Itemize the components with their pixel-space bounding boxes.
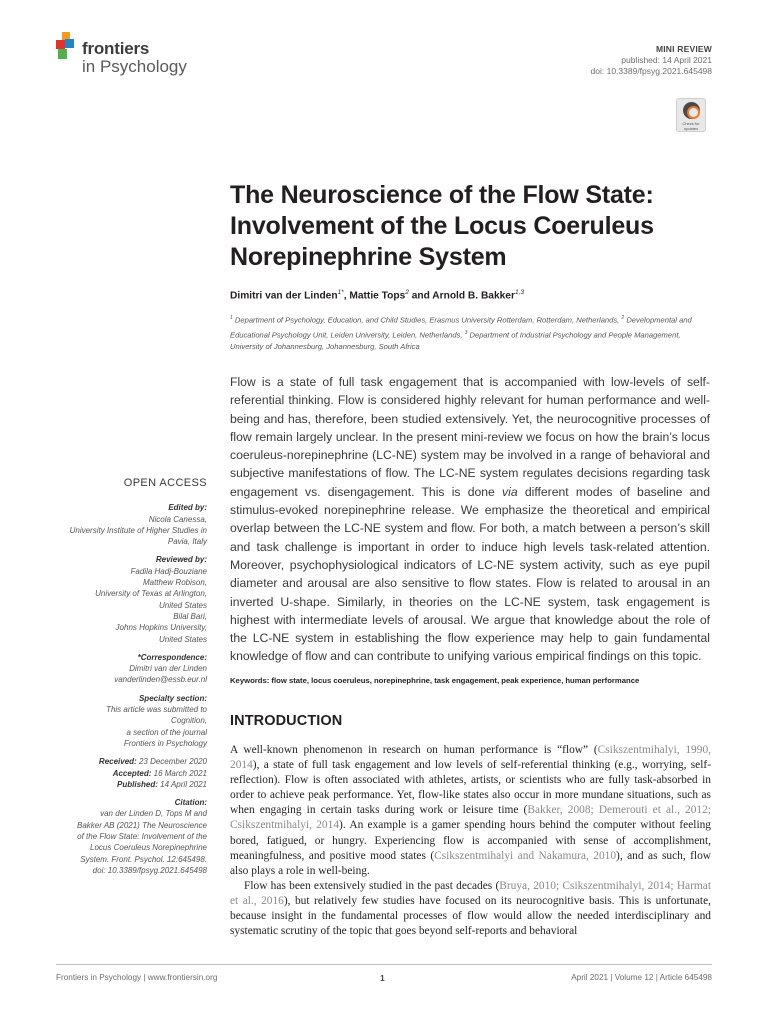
received-date (40, 756, 207, 767)
introduction-heading: INTRODUCTION (230, 713, 343, 729)
p1-text-a: A well-known phenomenon in research on human performance is “flow” ( (230, 744, 598, 756)
editor-name[interactable]: Nicola Canessa, (148, 514, 207, 524)
published-value: 14 April 2021 (160, 779, 207, 789)
correspondence-email[interactable]: vanderlinden@essb.eur.nl (114, 675, 207, 685)
citation-line-4: Locus Coeruleus Norepinephrine (90, 843, 207, 853)
citation-link[interactable]: Bruya, 2010; Csikszentmihalyi, 2014; Harmat et al., 2016 (230, 879, 711, 907)
affil-1: Department of Psychology, Education, and Child Studies, Erasmus University Rotterdam, Rotterdam, Netherlands, (234, 315, 620, 325)
specialty-section (40, 693, 207, 749)
correspondence-section (40, 652, 207, 686)
affil-3-sup: 3 (464, 329, 468, 336)
open-access-label: OPEN ACCESS (123, 477, 207, 489)
citation-link[interactable]: Csikszentmihalyi and Nakamura, 2010 (434, 849, 617, 862)
citation-section (40, 797, 207, 876)
author-1-sup: 1* (337, 289, 344, 296)
affil-2: Developmental and Educational Psychology Unit, Leiden University, Leiden, Netherlands, (230, 315, 692, 340)
article-meta (591, 44, 712, 77)
p1-text-d: ). An example is a gamer spending hours behind the computer without feeling bored, fatigued, or hungry. Experiencing flow is accompanied with sense of accomplishment, meaningfulness, and positive mood states ( (230, 819, 712, 862)
article-type: MINI REVIEW (655, 44, 712, 54)
reviewer-2-affiliation-1: University of Texas at Arlington, (95, 589, 207, 599)
footer-divider (56, 964, 712, 965)
intro-paragraph-1 (230, 743, 711, 879)
frontiers-logo (56, 32, 206, 82)
citation-line-3: of the Flow State: Involvement of the (77, 832, 207, 842)
keywords: Keywords: flow state, locus coeruleus, norepinephrine, task engagement, peak experience, human performance (230, 676, 640, 685)
reviewer-3-affiliation-1: Johns Hopkins University, (115, 623, 207, 633)
abstract-part2: different modes of baseline and stimulus-evoked norepinephrine release. We emphasize the theoretical and empirical overlap between the LC-NE system and flow. For both, a match between a person’s skill and task challenge is important in order to induce high levels task-related attention. Moreover, psychophysiological indicators of LC-NE system activity, such as eye pupil diameter and arousal are also sensitive to flow states. Flow is related to arousal in an inverted U-shape. Similarly, in theories on the LC-NE system, task engagement is highest with intermediate levels of arousal. We argue that knowledge about the role of the LC-NE system in establishing the flow experience may help to gain fundamental knowledge of flow and can contribute to unifying various empirical findings on this topic. (230, 484, 710, 664)
affiliations (230, 312, 700, 353)
logo-line1: frontiers (82, 39, 150, 58)
frontiers-logo-text (82, 40, 187, 75)
p2-text-b: ), but relatively few studies have focused on its neurocognitive basis. This is unfortunate, because insight in the fundamental processes of flow would allow the needed interdisciplinary and systematic scrutiny of the topic that goes beyond self-reports and behavioral (230, 894, 711, 938)
citation-heading: Citation: (174, 798, 207, 808)
abstract-via: via (502, 484, 518, 499)
specialty-line-2: Cognition, (170, 716, 207, 726)
specialty-line-3: a section of the journal (126, 727, 207, 737)
author-3-sup: 1,3 (514, 289, 524, 296)
author-conjunction: and (411, 290, 430, 302)
article-title (230, 180, 700, 273)
accepted-date (40, 768, 207, 779)
author-3[interactable]: Arnold B. Bakker (432, 290, 515, 302)
article-doi[interactable]: doi: 10.3389/fpsyg.2021.645498 (590, 66, 712, 76)
accepted-label: Accepted: (112, 768, 152, 778)
editor-affiliation-1: University Institute of Higher Studies in (69, 525, 207, 535)
footer-issue-info: April 2021 | Volume 12 | Article 645498 (571, 973, 712, 982)
accepted-value: 16 March 2021 (153, 768, 207, 778)
abstract-part1: Flow is a state of full task engagement that is accompanied with low-levels of self-referential thinking. Flow is considered highly relevant for human performance and well-being and has, therefore, been studied extensively. Yet, the neurocognitive processes of flow remain largely unclear. In the present mini-review we focus on how the brain’s locus coeruleus-norepinephrine (LC-NE) system may be involved in a range of behavioral and subjective manifestations of flow. The LC-NE system regulates decisions regarding task engagement vs. disengagement. This is done (230, 375, 710, 499)
intro-paragraph-2 (230, 879, 711, 939)
dates-section (40, 756, 207, 790)
article-info-sidebar (40, 478, 207, 883)
edited-by-section (40, 502, 207, 547)
reviewer-3-affiliation-2: United States (158, 634, 207, 644)
received-value: 23 December 2020 (138, 757, 207, 767)
check-updates-label: Check for updates (682, 121, 700, 131)
footer-journal[interactable]: Frontiers in Psychology | www.frontiersin.org (56, 973, 218, 982)
title-line2: Involvement of the Locus Coeruleus (230, 212, 654, 240)
specialty-line-4: Frontiers in Psychology (123, 738, 207, 748)
reviewed-by-section (40, 554, 207, 644)
introduction-body (230, 743, 711, 939)
affil-1-sup: 1 (230, 315, 233, 321)
author-2-sup: 2 (405, 289, 409, 296)
p2-text-a: Flow has been extensively studied in the past decades ( (244, 879, 500, 892)
citation-line-2: Bakker AB (2021) The Neuroscience (77, 820, 207, 830)
page-number: 1 (380, 973, 385, 983)
reviewer-1[interactable]: Fadila Hadj-Bouziane (130, 566, 207, 576)
author-2[interactable]: Mattie Tops (349, 290, 406, 302)
published-date: published: 14 April 2021 (621, 55, 712, 65)
editor-affiliation-2: Pavia, Italy (167, 537, 207, 547)
check-for-updates-button[interactable] (676, 98, 706, 132)
reviewed-by-heading: Reviewed by: (155, 555, 207, 565)
citation-link[interactable]: Csikszentmihalyi, 1990, 2014 (230, 744, 711, 772)
citation-line-5: System. Front. Psychol. 12:645498. (80, 854, 207, 864)
citation-link[interactable]: Bakker, 2008; Demerouti et al., 2012; Csikszentmihalyi, 2014 (230, 804, 711, 832)
title-line3: Norepinephrine System (230, 243, 507, 271)
p1-text-e: ), and as such, flow also plays a role in well-being. (230, 849, 711, 877)
frontiers-logo-icon (56, 32, 82, 62)
edited-by-heading: Edited by: (168, 503, 207, 513)
correspondence-heading: *Correspondence: (137, 652, 207, 662)
citation-line-1: van der Linden D, Tops M and (100, 809, 207, 819)
p1-text-b: ), a state of full task engagement and low levels of self-referential thinking (e.g., worrying, self-reflection). Flow is often associated with athletes, artists, or scientists who are fully task-absorbed in order to achieve peak performance. Yet, flow-like states also occur in more mundane situations, such as when engaging in certain tasks during work or leisure time ( (230, 759, 711, 817)
published-label: Published: (117, 779, 158, 789)
reviewer-2-affiliation-2: United States (158, 600, 207, 610)
title-line1: The Neuroscience of the Flow State: (230, 181, 654, 209)
published-date-sidebar (40, 779, 207, 790)
author-list: Dimitri van der Linden$^{1*}$, Mattie Tops$^2$ and Arnold B. Bakker$^{1,3}$ (230, 289, 524, 302)
specialty-line-1: This article was submitted to (106, 705, 207, 715)
reviewer-3[interactable]: Bilal Bari, (173, 611, 207, 621)
check-updates-icon (683, 102, 700, 119)
received-label: Received: (98, 757, 137, 767)
affil-3: Department of Industrial Psychology and People Management, University of Johannesburg, Johannesburg, South Africa (230, 330, 681, 352)
abstract (230, 373, 710, 666)
specialty-heading: Specialty section: (138, 693, 207, 703)
reviewer-2[interactable]: Matthew Robison, (142, 578, 207, 588)
correspondence-name: Dimitri van der Linden (129, 664, 207, 674)
citation-doi[interactable]: doi: 10.3389/fpsyg.2021.645498 (92, 865, 207, 875)
author-1[interactable]: Dimitri van der Linden (230, 290, 338, 302)
logo-line2: in Psychology (82, 57, 187, 76)
affil-2-sup: 2 (621, 315, 625, 321)
